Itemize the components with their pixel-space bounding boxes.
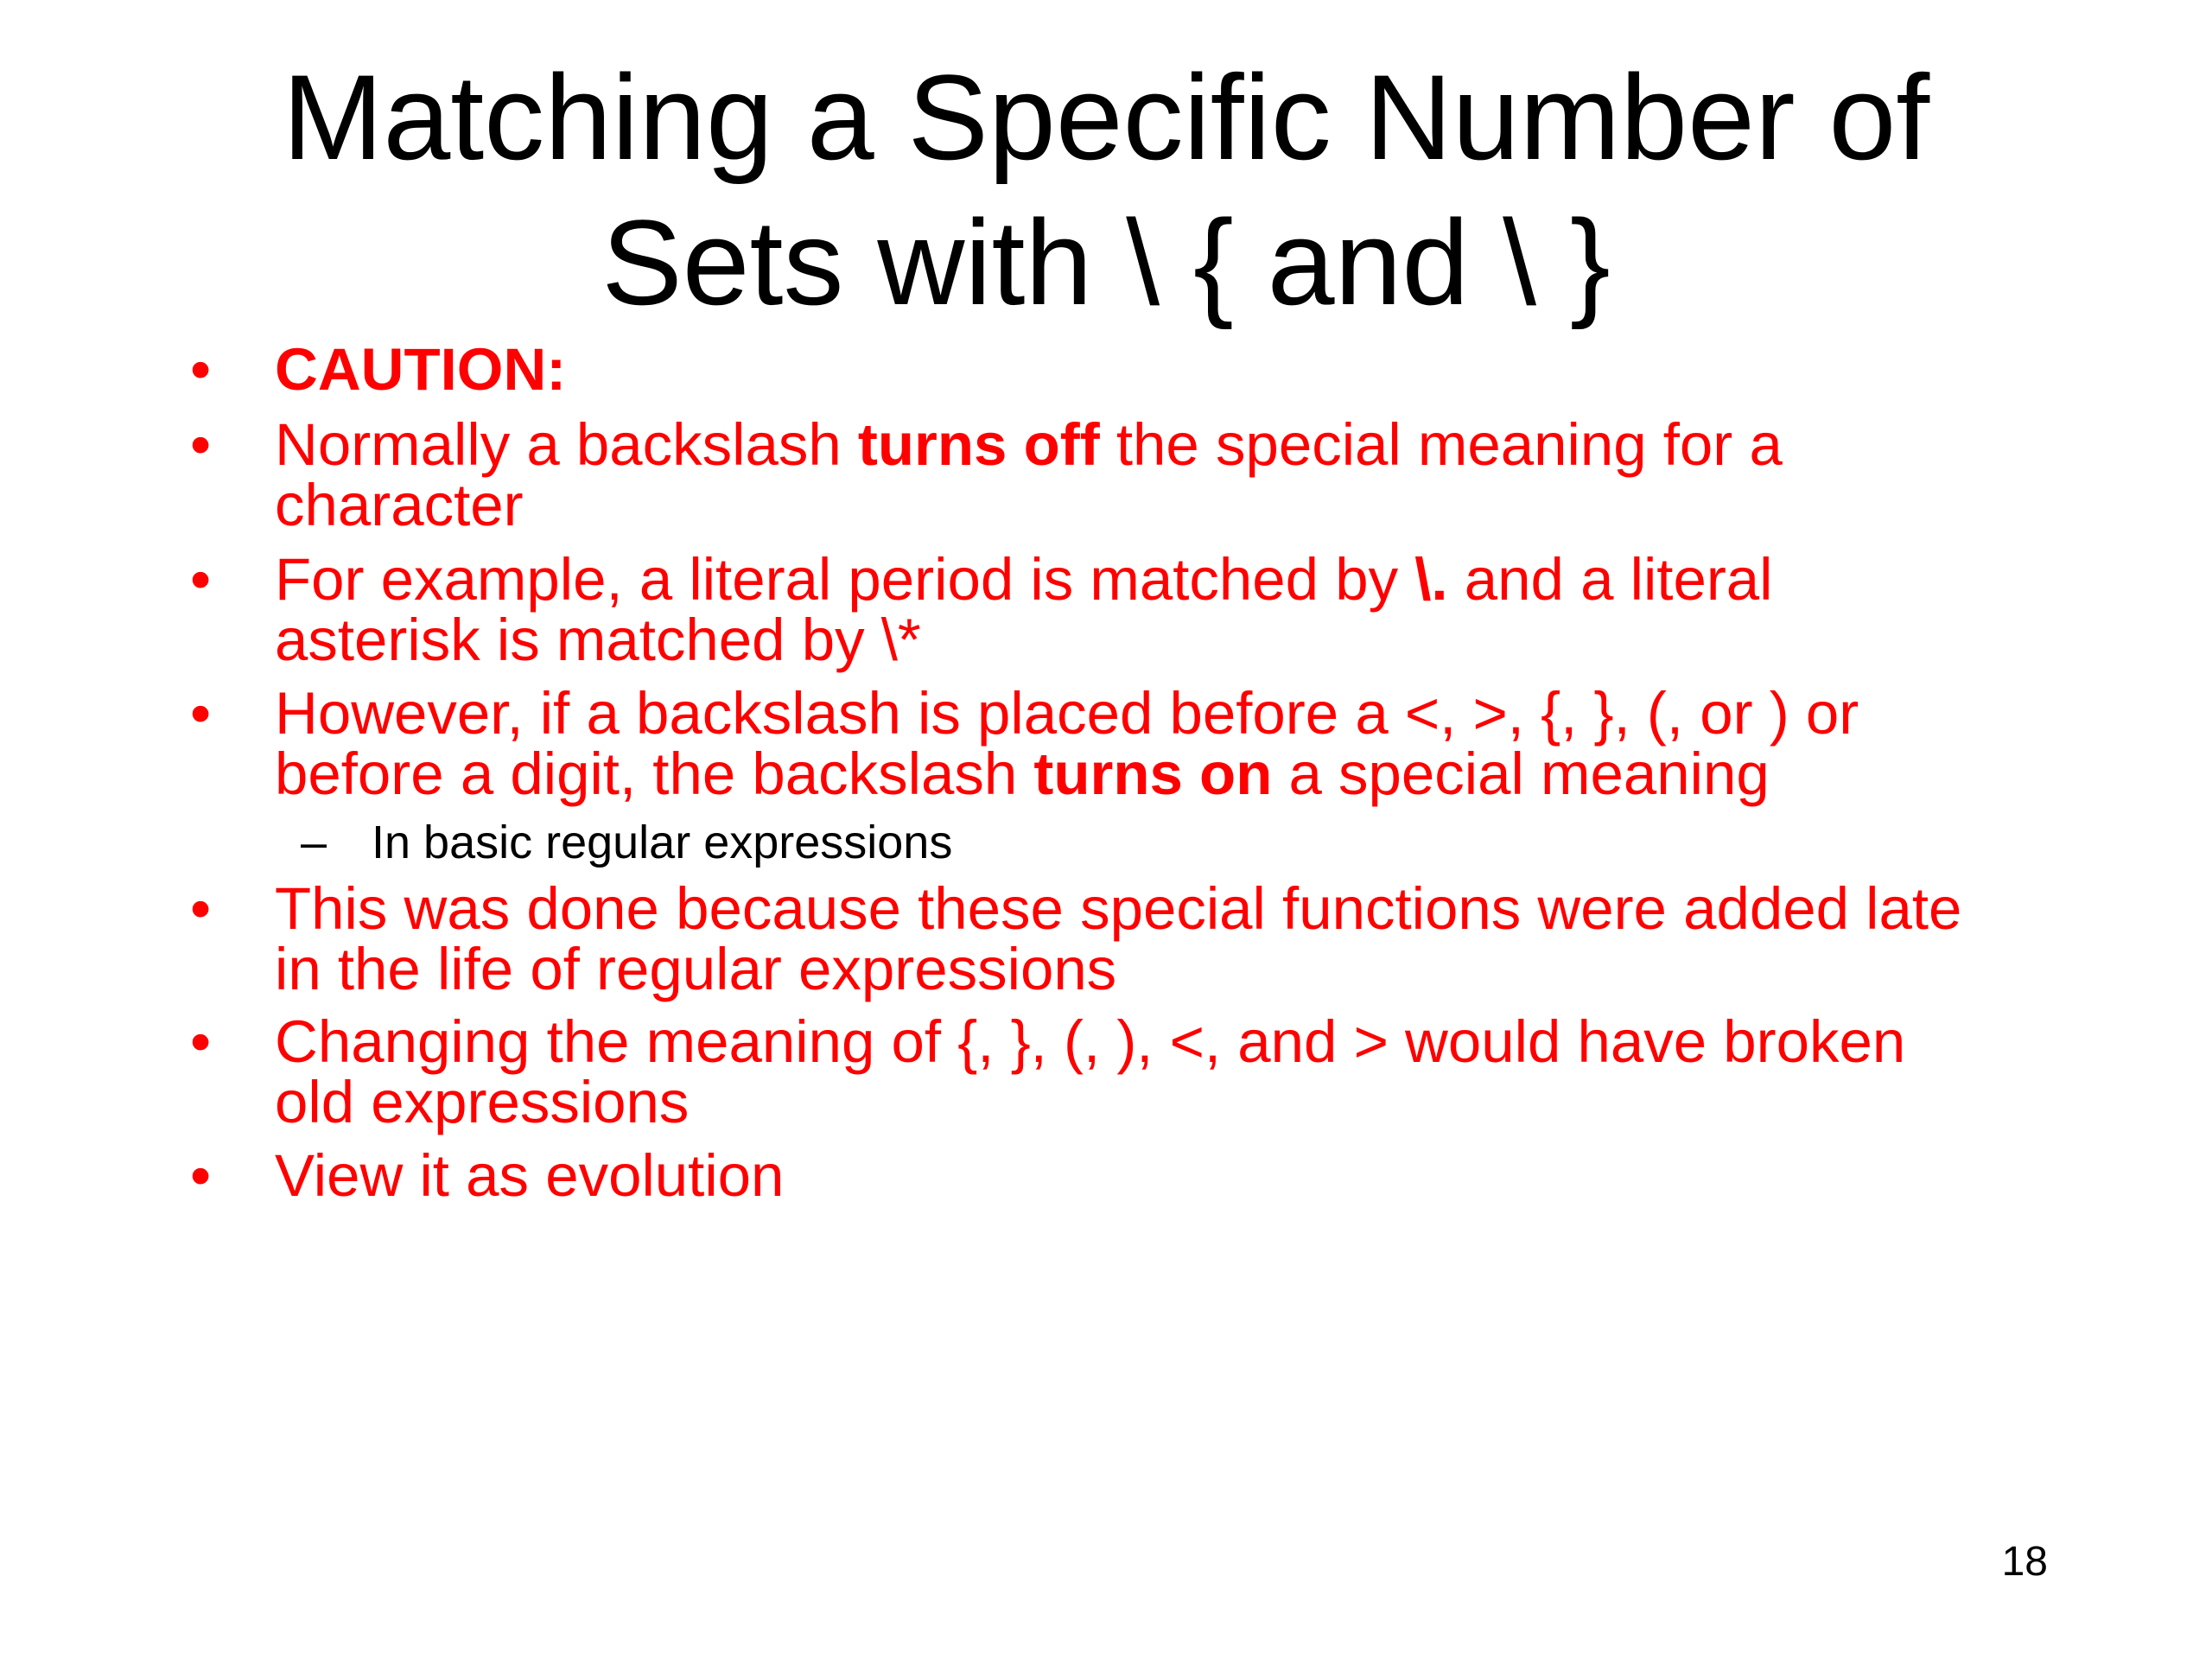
bullet-turns-on	[190, 680, 2072, 807]
slide-title-line-2: Sets with \ { and \ }	[601, 194, 1611, 330]
bullet-text: This was done because these special functions were added late	[275, 875, 1962, 942]
bullet-text: before a digit, the backslash	[275, 741, 1034, 807]
bullet-turns-off	[190, 411, 2072, 538]
bullet-text-continuation: old expressions	[275, 1069, 690, 1135]
bullet-text-continuation: asterisk is matched by \*	[275, 607, 921, 673]
bullet-marker: •	[190, 546, 212, 613]
sub-bullet-marker: –	[301, 817, 327, 868]
bullet-text: a special meaning	[1272, 741, 1770, 807]
bullet-marker: •	[190, 875, 212, 942]
page-number: 18	[2001, 1539, 2048, 1585]
bullet-emphasis: turns on	[1033, 741, 1273, 807]
sub-bullet-text: In basic regular expressions	[372, 817, 953, 868]
bullet-text: Changing the meaning of {, }, (, ), <, and > would have broken	[275, 1008, 1906, 1075]
bullet-emphasis: \.	[1414, 546, 1448, 613]
bullet-marker: •	[190, 1008, 212, 1075]
sub-bullet-basic-re	[301, 817, 2013, 868]
caution-label: CAUTION:	[275, 336, 567, 403]
bullet-text: For example, a literal period is matched by	[275, 546, 1415, 613]
bullet-caution	[190, 336, 2072, 403]
bullet-evolution	[190, 1142, 2072, 1209]
bullet-text-continuation: in the life of regular expressions	[275, 936, 1117, 1002]
bullet-text: the special meaning for a	[1099, 411, 1783, 478]
bullet-marker: •	[190, 1142, 212, 1209]
bullet-marker: •	[190, 411, 212, 478]
bullet-added-late	[190, 875, 2072, 1002]
bullet-text: However, if a backslash is placed before a <, >, {, }, (, or ) or	[275, 680, 1859, 747]
bullet-marker: •	[190, 680, 212, 747]
bullet-marker: •	[190, 336, 212, 403]
bullet-text-continuation: character	[275, 472, 524, 538]
bullet-changing-meaning	[190, 1008, 2072, 1135]
bullet-text: and a literal	[1447, 546, 1773, 613]
bullet-text: View it as evolution	[275, 1142, 785, 1209]
slide-title-line-1: Matching a Specific Number of	[282, 49, 1930, 185]
bullet-literal-period	[190, 546, 2072, 673]
bullet-emphasis: turns off	[857, 411, 1100, 478]
bullet-text: Normally a backslash	[275, 411, 858, 478]
